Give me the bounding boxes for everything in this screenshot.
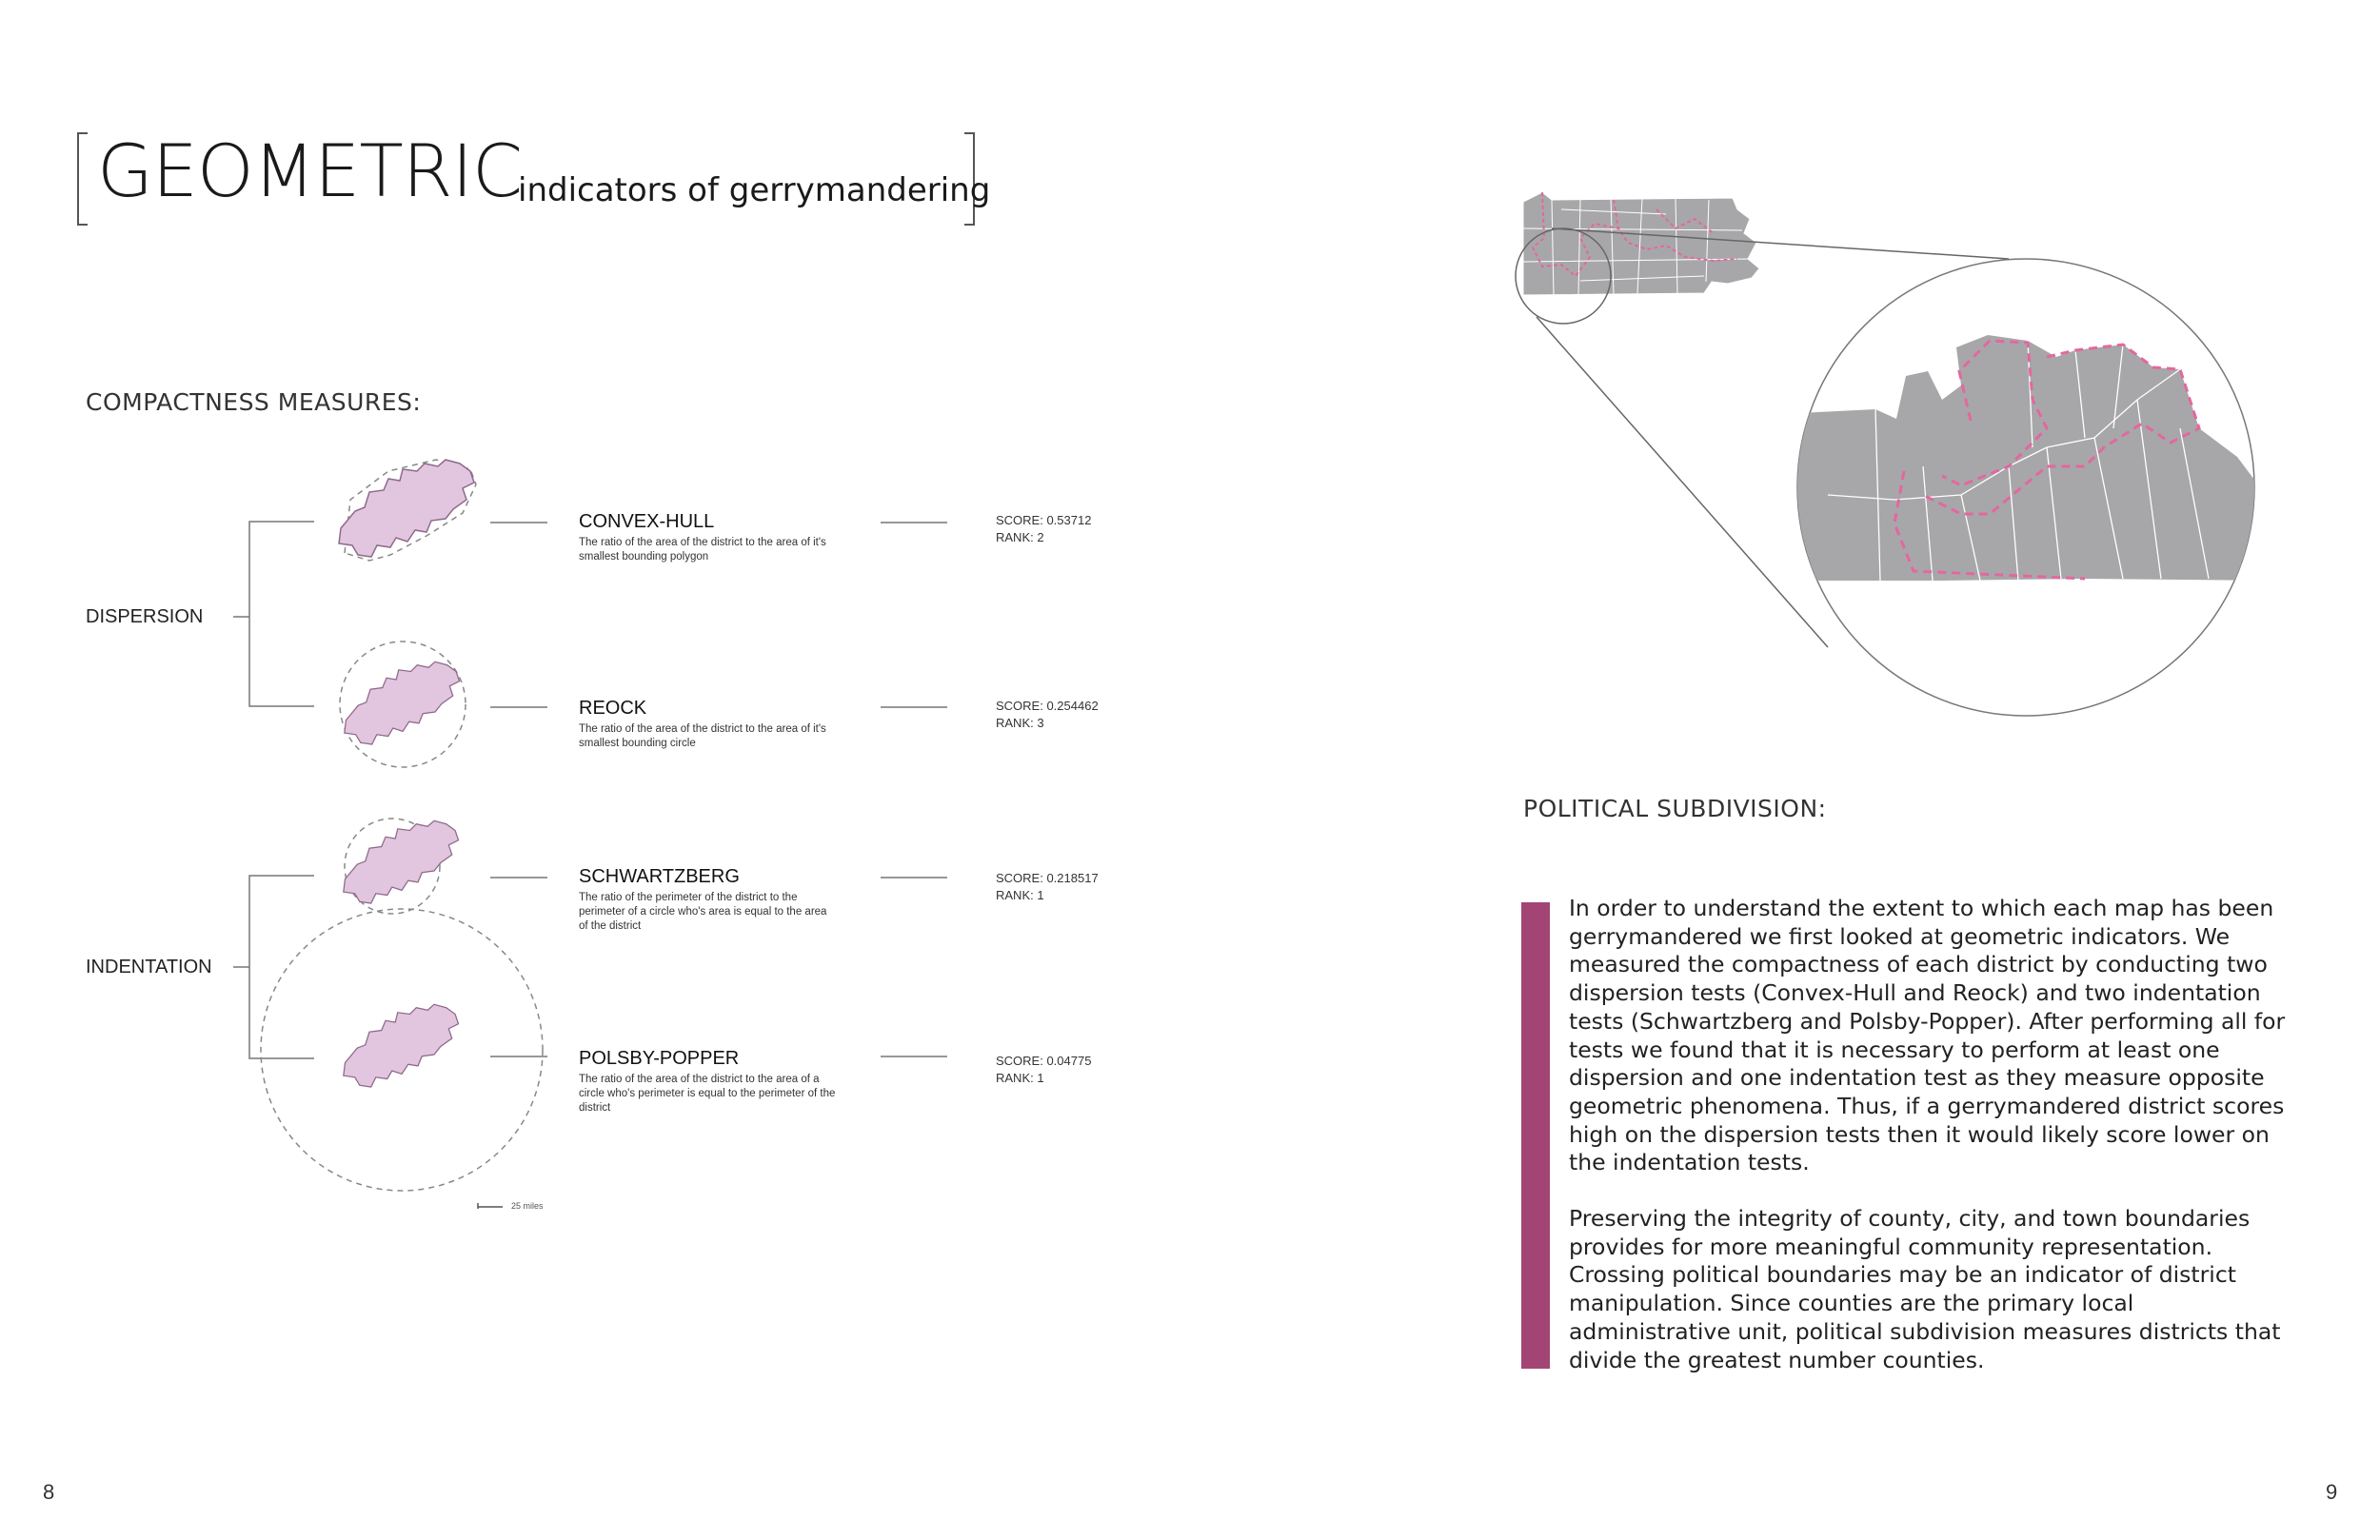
polsby-popper-district-icon <box>261 909 543 1191</box>
dispersion-label: DISPERSION <box>86 606 204 627</box>
score-value: SCORE: 0.254462 <box>996 699 1099 713</box>
measure-name-polsby-popper: POLSBY-POPPER <box>579 1048 740 1069</box>
scale-bar <box>478 1203 503 1209</box>
measure-score-polsby-popper <box>996 1053 1091 1087</box>
page-number-left: 8 <box>43 1480 55 1504</box>
state-map-figure <box>1514 181 2294 771</box>
score-value: SCORE: 0.53712 <box>996 513 1092 527</box>
rank-value: RANK: 1 <box>996 1071 1044 1085</box>
scale-label: 25 miles <box>511 1201 544 1211</box>
dispersion-bracket <box>233 522 314 706</box>
rank-value: RANK: 2 <box>996 530 1044 544</box>
page-subtitle: indicators of gerrymandering <box>518 171 991 209</box>
page-number-right: 9 <box>2326 1480 2338 1504</box>
measure-score-schwartzberg <box>996 870 1099 904</box>
measure-score-convex-hull <box>996 512 1091 546</box>
page-title: GEOMETRIC <box>97 128 523 213</box>
measure-score-reock <box>996 698 1099 732</box>
rank-value: RANK: 1 <box>996 888 1044 902</box>
state-map <box>1523 192 1759 295</box>
paragraph-political: Preserving the integrity of county, city, and town boundaries provides for more meaningful community representation. Crossing political boundaries may be an indicator of district manipulation. Since counties are the primary local administrative unit, political subdivision measures districts that divide the greatest number counties. <box>1569 1205 2281 1373</box>
indentation-label: INDENTATION <box>86 957 212 977</box>
compactness-heading: COMPACTNESS MEASURES: <box>86 388 422 416</box>
paragraph-geometric: In order to understand the extent to which each map has been gerrymandered we first looked at geometric indicators. We measured the compactness of each district by conducting two dispersion tests (Convex-Hull and Reock) and two indentation tests (Schwartzberg and Polsby-Popper). After performing all for tests we found that it is necessary to perform at least one dispersion and one indentation test as they measure opposite geometric phenomena. Thus, if a gerrymandered district scores high on the dispersion tests then it would likely score lower on the indentation tests. <box>1569 895 2286 1176</box>
measure-desc-polsby-popper: The ratio of the area of the district to the area of a circle who's perimeter is equal to the perimeter of the district <box>579 1074 836 1114</box>
score-value: SCORE: 0.218517 <box>996 871 1099 885</box>
measure-name-convex-hull: CONVEX-HULL <box>579 511 715 532</box>
rank-value: RANK: 3 <box>996 716 1044 730</box>
score-value: SCORE: 0.04775 <box>996 1054 1092 1068</box>
political-subdivision-heading: POLITICAL SUBDIVISION: <box>1523 795 1827 822</box>
measure-name-schwartzberg: SCHWARTZBERG <box>579 866 740 887</box>
indentation-bracket <box>233 876 314 1058</box>
convex-hull-district-icon <box>339 460 476 561</box>
measure-name-reock: REOCK <box>579 698 647 719</box>
accent-bar <box>1521 902 1550 1369</box>
measure-desc-reock: The ratio of the area of the district to the area of it's smallest bounding circle <box>579 723 826 749</box>
reock-district-icon <box>340 642 466 767</box>
schwartzberg-district-icon <box>344 819 459 914</box>
measure-desc-convex-hull: The ratio of the area of the district to the area of it's smallest bounding polygon <box>579 537 826 563</box>
measure-desc-schwartzberg: The ratio of the perimeter of the district to the perimeter of a circle who's area is equal to the area of the district <box>579 892 827 932</box>
